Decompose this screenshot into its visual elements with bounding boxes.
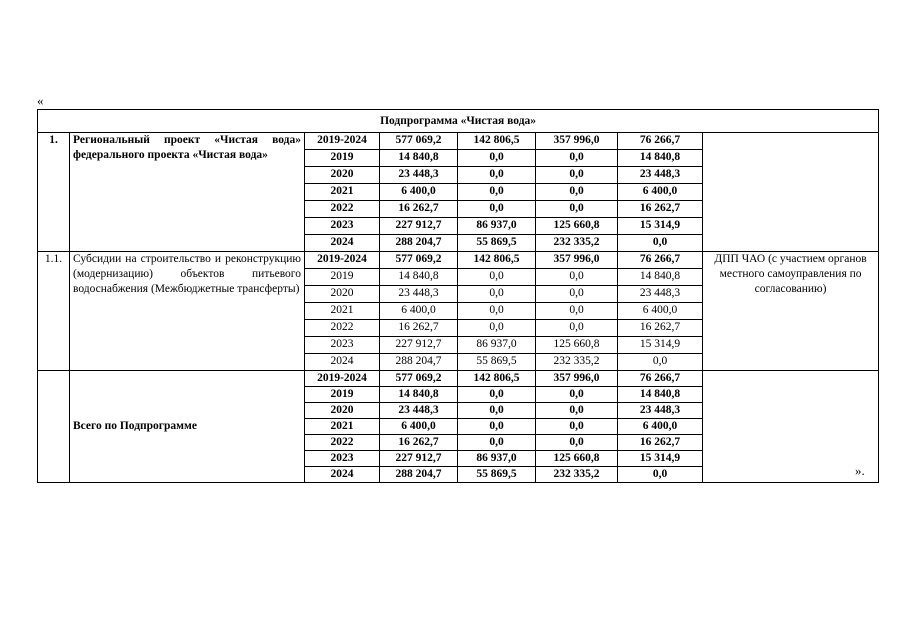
total-value: 16 262,7 <box>380 320 458 337</box>
year-cell: 2023 <box>305 337 380 354</box>
total-value: 227 912,7 <box>380 337 458 354</box>
federal-value: 0,0 <box>458 150 536 167</box>
regional-value: 0,0 <box>536 403 618 419</box>
federal-value: 0,0 <box>458 419 536 435</box>
executor <box>703 133 879 252</box>
local-value: 76 266,7 <box>618 252 703 269</box>
local-value: 14 840,8 <box>618 387 703 403</box>
year-cell: 2022 <box>305 201 380 218</box>
regional-value: 232 335,2 <box>536 467 618 483</box>
federal-value: 0,0 <box>458 403 536 419</box>
federal-value: 142 806,5 <box>458 133 536 150</box>
local-value: 76 266,7 <box>618 133 703 150</box>
total-value: 577 069,2 <box>380 371 458 387</box>
executor: ДПП ЧАО (с участием органов местного самоуправления по согласованию) <box>703 252 879 371</box>
row-number <box>38 371 70 483</box>
year-cell: 2021 <box>305 303 380 320</box>
regional-value: 0,0 <box>536 286 618 303</box>
year-cell: 2024 <box>305 354 380 371</box>
year-cell: 2022 <box>305 435 380 451</box>
local-value: 23 448,3 <box>618 286 703 303</box>
regional-value: 0,0 <box>536 167 618 184</box>
regional-value: 0,0 <box>536 387 618 403</box>
total-value: 288 204,7 <box>380 467 458 483</box>
total-value: 23 448,3 <box>380 403 458 419</box>
year-cell: 2021 <box>305 419 380 435</box>
item-name: Региональный проект «Чистая вода» федерального проекта «Чистая вода» <box>70 133 305 252</box>
local-value: 23 448,3 <box>618 167 703 184</box>
local-value: 15 314,9 <box>618 451 703 467</box>
total-value: 6 400,0 <box>380 184 458 201</box>
federal-value: 0,0 <box>458 201 536 218</box>
executor <box>703 371 879 483</box>
total-value: 14 840,8 <box>380 150 458 167</box>
table-row <box>38 371 879 387</box>
local-value: 15 314,9 <box>618 337 703 354</box>
local-value: 0,0 <box>618 235 703 252</box>
regional-value: 0,0 <box>536 201 618 218</box>
federal-value: 0,0 <box>458 184 536 201</box>
closing-quote: ». <box>855 463 865 478</box>
local-value: 6 400,0 <box>618 303 703 320</box>
local-value: 0,0 <box>618 467 703 483</box>
federal-value: 86 937,0 <box>458 218 536 235</box>
table-title: Подпрограмма «Чистая вода» <box>38 110 879 133</box>
local-value: 16 262,7 <box>618 201 703 218</box>
federal-value: 86 937,0 <box>458 451 536 467</box>
year-cell: 2020 <box>305 167 380 184</box>
subprogram-table <box>37 109 879 483</box>
local-value: 14 840,8 <box>618 150 703 167</box>
federal-value: 0,0 <box>458 435 536 451</box>
table-row <box>38 133 879 150</box>
federal-value: 0,0 <box>458 269 536 286</box>
local-value: 14 840,8 <box>618 269 703 286</box>
federal-value: 55 869,5 <box>458 354 536 371</box>
year-cell: 2019 <box>305 150 380 167</box>
local-value: 15 314,9 <box>618 218 703 235</box>
federal-value: 55 869,5 <box>458 467 536 483</box>
federal-value: 86 937,0 <box>458 337 536 354</box>
year-cell: 2019 <box>305 387 380 403</box>
local-value: 6 400,0 <box>618 184 703 201</box>
regional-value: 0,0 <box>536 435 618 451</box>
regional-value: 125 660,8 <box>536 451 618 467</box>
local-value: 6 400,0 <box>618 419 703 435</box>
federal-value: 0,0 <box>458 303 536 320</box>
regional-value: 0,0 <box>536 419 618 435</box>
federal-value: 0,0 <box>458 167 536 184</box>
year-cell: 2020 <box>305 286 380 303</box>
regional-value: 0,0 <box>536 269 618 286</box>
regional-value: 125 660,8 <box>536 337 618 354</box>
total-value: 14 840,8 <box>380 387 458 403</box>
regional-value: 357 996,0 <box>536 133 618 150</box>
federal-value: 142 806,5 <box>458 252 536 269</box>
year-cell: 2020 <box>305 403 380 419</box>
year-cell: 2019-2024 <box>305 371 380 387</box>
federal-value: 142 806,5 <box>458 371 536 387</box>
local-value: 16 262,7 <box>618 320 703 337</box>
year-cell: 2019-2024 <box>305 252 380 269</box>
regional-value: 232 335,2 <box>536 235 618 252</box>
year-cell: 2019-2024 <box>305 133 380 150</box>
year-cell: 2024 <box>305 467 380 483</box>
total-value: 16 262,7 <box>380 201 458 218</box>
year-cell: 2024 <box>305 235 380 252</box>
total-value: 577 069,2 <box>380 133 458 150</box>
regional-value: 357 996,0 <box>536 252 618 269</box>
total-value: 6 400,0 <box>380 419 458 435</box>
federal-value: 0,0 <box>458 320 536 337</box>
item-name: Всего по Подпрограмме <box>70 371 305 483</box>
federal-value: 55 869,5 <box>458 235 536 252</box>
regional-value: 357 996,0 <box>536 371 618 387</box>
local-value: 23 448,3 <box>618 403 703 419</box>
total-value: 16 262,7 <box>380 435 458 451</box>
regional-value: 125 660,8 <box>536 218 618 235</box>
total-value: 6 400,0 <box>380 303 458 320</box>
item-name: Субсидии на строительство и реконструкцию (модернизацию) объектов питьевого водоснабжения (Межбюджетные трансферты) <box>70 252 305 371</box>
regional-value: 0,0 <box>536 320 618 337</box>
title-row <box>38 110 879 133</box>
total-value: 288 204,7 <box>380 354 458 371</box>
table-row <box>38 252 879 269</box>
total-value: 227 912,7 <box>380 218 458 235</box>
row-number: 1.1. <box>38 252 70 371</box>
year-cell: 2021 <box>305 184 380 201</box>
year-cell: 2023 <box>305 218 380 235</box>
regional-value: 0,0 <box>536 150 618 167</box>
total-value: 23 448,3 <box>380 286 458 303</box>
year-cell: 2019 <box>305 269 380 286</box>
total-value: 577 069,2 <box>380 252 458 269</box>
local-value: 76 266,7 <box>618 371 703 387</box>
year-cell: 2023 <box>305 451 380 467</box>
local-value: 16 262,7 <box>618 435 703 451</box>
total-value: 23 448,3 <box>380 167 458 184</box>
opening-quote: « <box>37 93 44 108</box>
federal-value: 0,0 <box>458 387 536 403</box>
total-value: 14 840,8 <box>380 269 458 286</box>
total-value: 227 912,7 <box>380 451 458 467</box>
regional-value: 0,0 <box>536 303 618 320</box>
year-cell: 2022 <box>305 320 380 337</box>
row-number: 1. <box>38 133 70 252</box>
total-value: 288 204,7 <box>380 235 458 252</box>
regional-value: 232 335,2 <box>536 354 618 371</box>
local-value: 0,0 <box>618 354 703 371</box>
federal-value: 0,0 <box>458 286 536 303</box>
regional-value: 0,0 <box>536 184 618 201</box>
